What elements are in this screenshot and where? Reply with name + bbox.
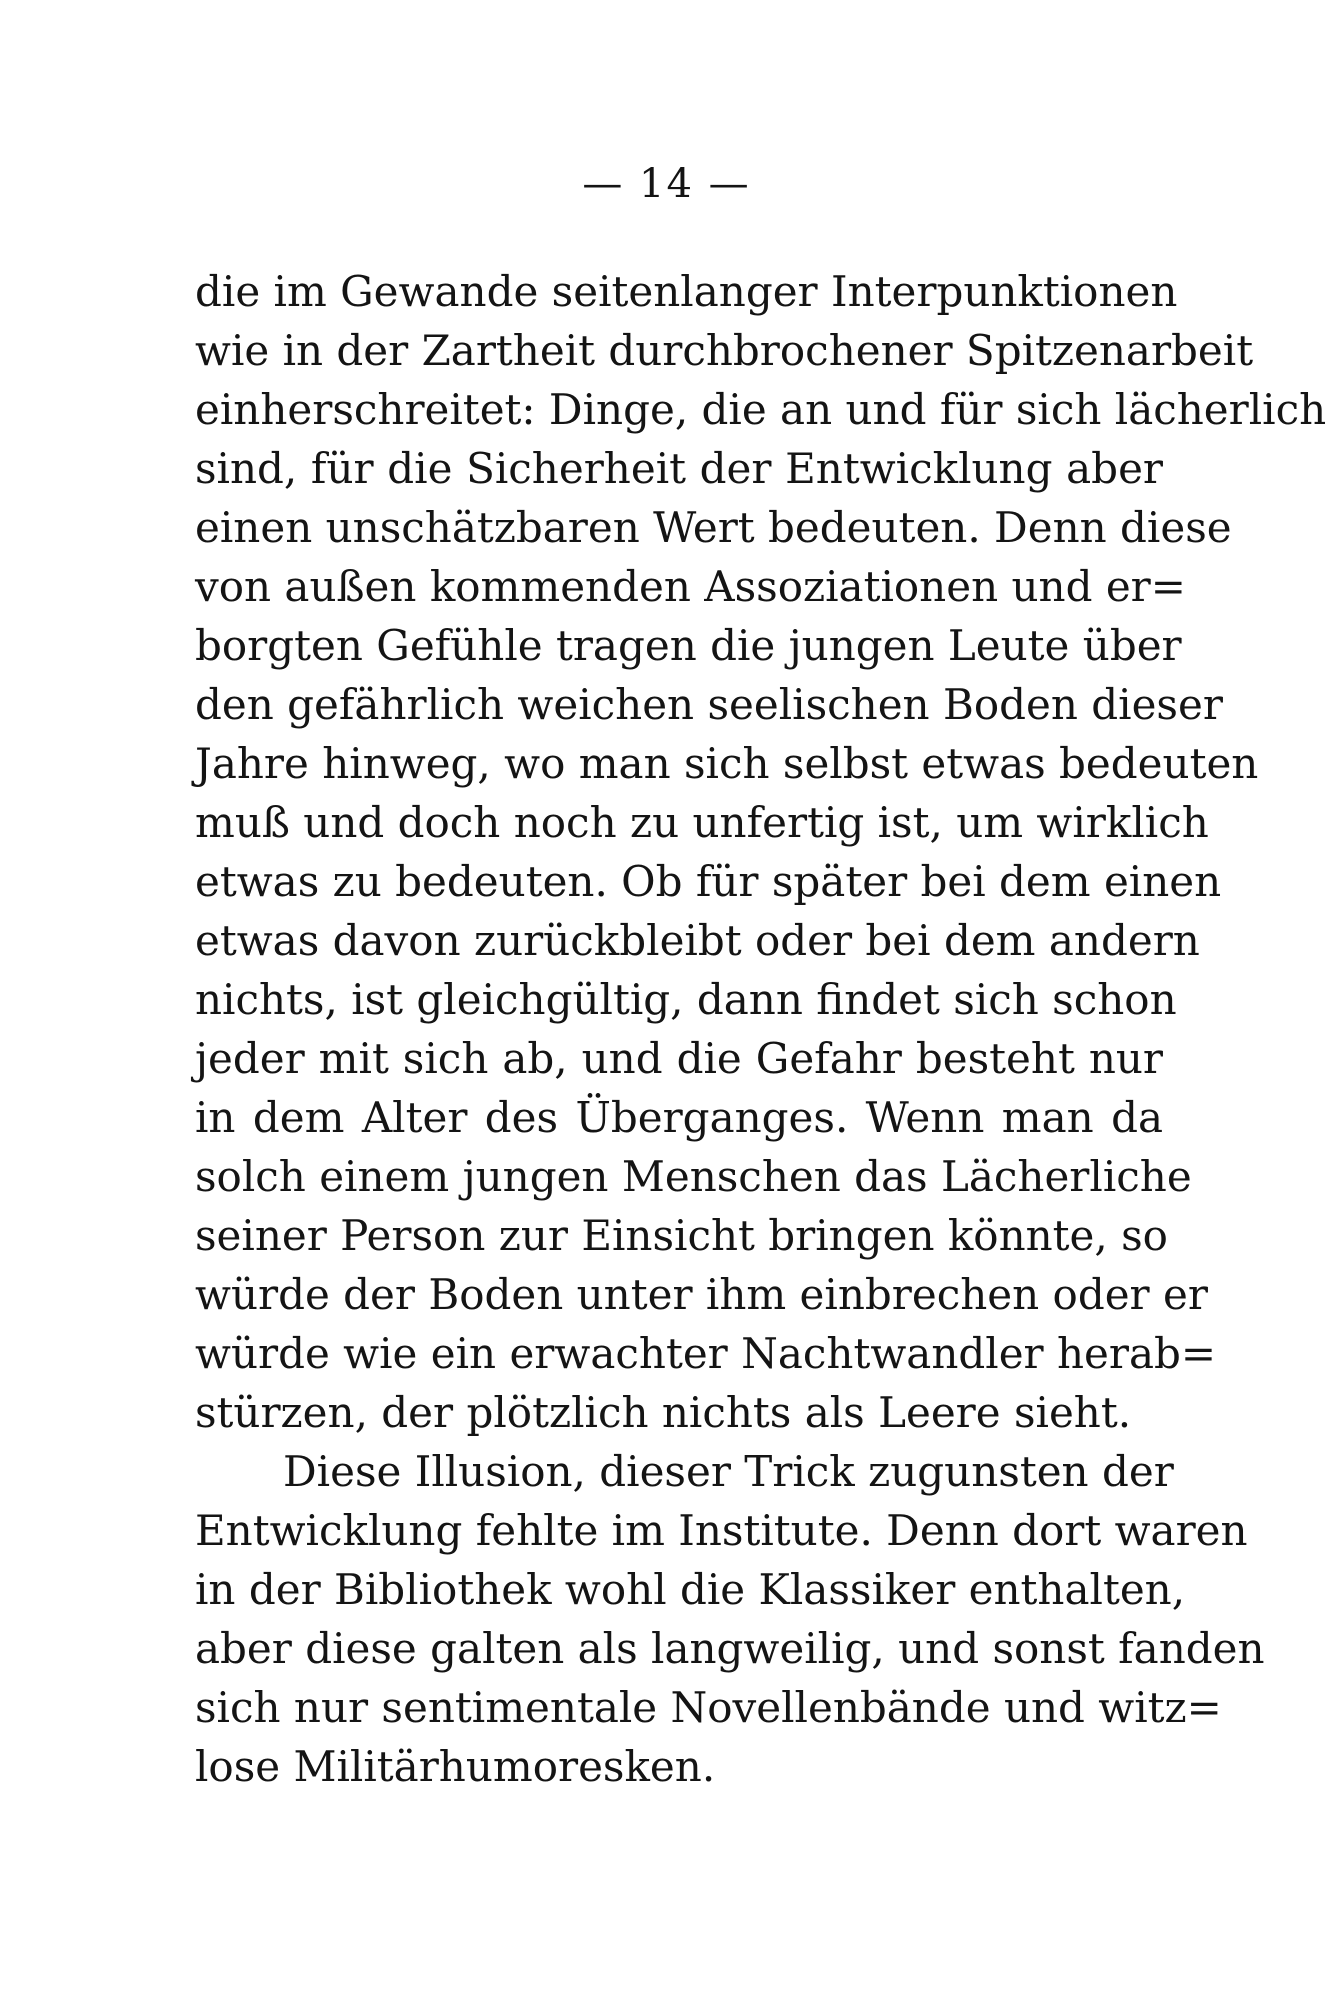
text-line: in dem Alter des Überganges. Wenn man da: [195, 1093, 1163, 1142]
text-line: Diese Illusion, dieser Trick zugunsten der: [283, 1447, 1174, 1496]
text-line: etwas zu bedeuten. Ob für später bei dem einen: [195, 857, 1222, 906]
body-text: [195, 262, 1327, 1796]
text-line: wie in der Zartheit durchbrochener Spitzenarbeit: [195, 326, 1254, 375]
text-line: einen unschätzbaren Wert bedeuten. Denn diese: [195, 503, 1232, 552]
text-line: von außen kommenden Assoziationen und er=: [195, 562, 1186, 611]
text-line: stürzen, der plötzlich nichts als Leere sieht.: [195, 1388, 1132, 1437]
text-line: nichts, ist gleichgültig, dann findet sich schon: [195, 975, 1177, 1024]
text-line: sind, für die Sicherheit der Entwicklung aber: [195, 444, 1163, 493]
text-line: würde der Boden unter ihm einbrechen oder er: [195, 1270, 1208, 1319]
text-line: borgten Gefühle tragen die jungen Leute über: [195, 621, 1182, 670]
text-line: aber diese galten als langweilig, und sonst fanden: [195, 1624, 1265, 1673]
text-line: Entwicklung fehlte im Institute. Denn dort waren: [195, 1506, 1248, 1555]
text-line: jeder mit sich ab, und die Gefahr besteht nur: [195, 1034, 1163, 1083]
text-line: solch einem jungen Menschen das Lächerliche: [195, 1152, 1192, 1201]
text-line: lose Militärhumoresken.: [195, 1742, 716, 1791]
text-line: seiner Person zur Einsicht bringen könnte, so: [195, 1211, 1168, 1260]
text-line: sich nur sentimentale Novellenbände und witz=: [195, 1683, 1222, 1732]
text-line: in der Bibliothek wohl die Klassiker enthalten,: [195, 1565, 1186, 1614]
text-line: Jahre hinweg, wo man sich selbst etwas bedeuten: [195, 739, 1259, 788]
text-line: einherschreitet: Dinge, die an und für sich lächerlich: [195, 385, 1327, 434]
page-number: — 14 —: [582, 161, 751, 207]
text-line: würde wie ein erwachter Nachtwandler herab=: [195, 1329, 1217, 1378]
text-line: muß und doch noch zu unfertig ist, um wirklich: [195, 798, 1209, 847]
text-line: den gefährlich weichen seelischen Boden dieser: [195, 680, 1223, 729]
text-line: etwas davon zurückbleibt oder bei dem andern: [195, 916, 1200, 965]
paragraph-2: [195, 1442, 1265, 1796]
paragraph-1: [195, 262, 1327, 1442]
text-line: die im Gewande seitenlanger Interpunktionen: [195, 267, 1178, 316]
